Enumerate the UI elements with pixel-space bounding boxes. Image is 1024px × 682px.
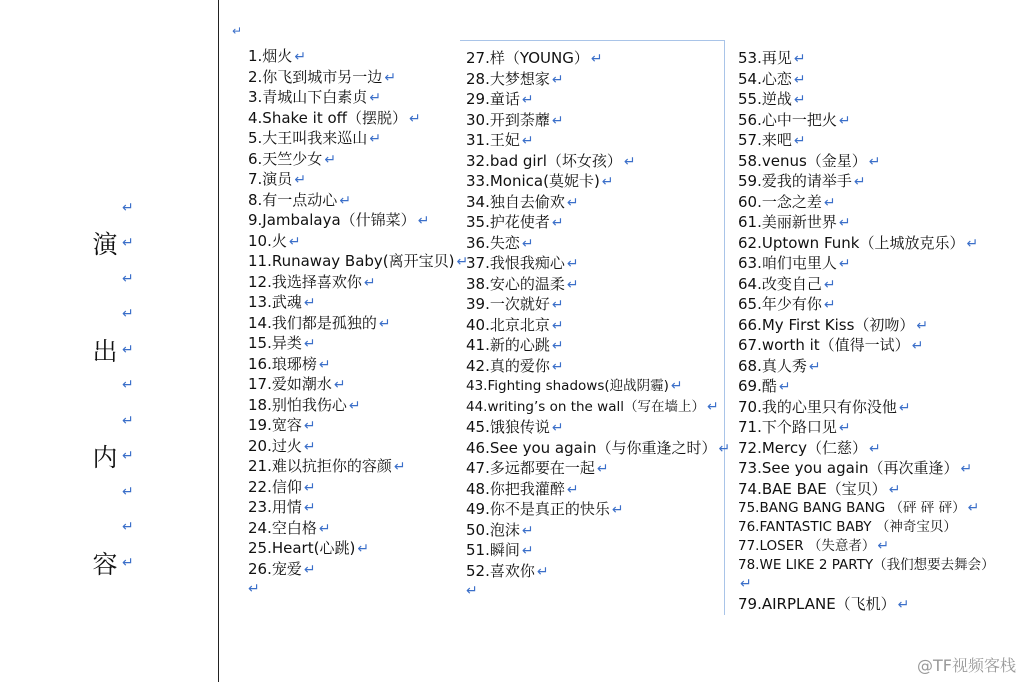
song-title: 45.饿狼传说 <box>466 418 550 436</box>
song-item <box>738 212 1008 233</box>
song-item <box>466 335 724 356</box>
song-item <box>466 89 724 110</box>
song-item <box>738 458 1008 479</box>
song-item <box>248 313 458 334</box>
song-item <box>466 315 724 336</box>
song-title: 15.异类 <box>248 334 302 352</box>
paragraph-mark: ↵ <box>303 479 316 496</box>
paragraph-mark: ↵ <box>357 541 370 557</box>
song-item <box>248 292 458 313</box>
paragraph-mark: ↵ <box>551 317 564 334</box>
song-title: 21.难以抗拒你的容颜 <box>248 457 392 475</box>
side-title: ↵ 演 ↵ ↵ ↵ 出 ↵ ↵ ↵ 内 ↵ ↵ ↵ 容 ↵ <box>90 190 150 581</box>
paragraph-mark: ↵ <box>838 112 851 129</box>
paragraph-mark: ↵ <box>521 92 534 108</box>
paragraph-mark: ↵ <box>521 522 534 539</box>
song-item <box>738 294 1008 315</box>
paragraph-mark: ↵ <box>793 71 806 88</box>
song-item <box>738 518 1008 556</box>
song-item <box>248 231 458 252</box>
song-item <box>738 151 1008 172</box>
song-item <box>248 149 458 170</box>
song-title: 76.FANTASTIC BABY （神奇宝贝）77.LOSER （失意者） <box>738 519 957 554</box>
paragraph-mark: ↵ <box>793 51 806 67</box>
paragraph-mark: ↵ <box>601 174 614 190</box>
song-item <box>466 397 724 418</box>
song-item <box>738 274 1008 295</box>
paragraph-mark: ↵ <box>521 133 534 149</box>
paragraph-mark: ↵ <box>369 131 382 147</box>
side-char: 内 <box>92 443 118 473</box>
paragraph-mark: ↵ <box>793 133 806 149</box>
song-title: 8.有一点动心 <box>248 190 338 209</box>
paragraph-mark: ↵ <box>339 192 352 209</box>
paragraph-mark: ↵ <box>417 213 430 229</box>
song-title: 41.新的心跳 <box>466 336 550 354</box>
song-title: 58.venus（金星） <box>738 151 867 170</box>
side-char: 演 <box>92 230 118 260</box>
paragraph-mark: ↵ <box>706 398 719 415</box>
song-title: 13.武魂 <box>248 293 302 311</box>
song-title: 62.Uptown Funk（上城放克乐） <box>738 233 965 252</box>
song-column-3 <box>738 48 1008 615</box>
song-title: 17.爱如潮水 <box>248 375 332 393</box>
song-title: 54.心恋 <box>738 69 792 88</box>
song-title: 2.你飞到城市另一边 <box>248 67 383 86</box>
song-item <box>248 477 458 498</box>
song-item <box>248 272 458 293</box>
paragraph-mark: ↵ <box>916 317 929 334</box>
song-title: 44.writing’s on the wall（写在墙上） <box>466 398 705 415</box>
paragraph-mark: ↵ <box>966 235 979 252</box>
paragraph-mark: ↵ <box>378 315 391 332</box>
song-title: 70.我的心里只有你没他 <box>738 397 897 416</box>
paragraph-mark: ↵ <box>294 49 307 65</box>
song-title: 28.大梦想家 <box>466 69 550 88</box>
song-item <box>466 48 724 69</box>
vertical-divider <box>218 0 219 682</box>
paragraph-mark: ↵ <box>318 520 331 537</box>
song-item <box>466 151 724 172</box>
song-title: 66.My First Kiss（初吻） <box>738 315 915 334</box>
song-title: 6.天竺少女 <box>248 149 323 168</box>
song-item <box>738 397 1008 418</box>
song-title: 22.信仰 <box>248 477 302 496</box>
paragraph-mark: ↵ <box>566 256 579 272</box>
paragraph-mark: ↵ <box>897 597 910 613</box>
song-title: 55.逆战 <box>738 90 792 108</box>
song-title: 31.王妃 <box>466 131 520 149</box>
paragraph-mark: ↵ <box>566 276 579 293</box>
song-item <box>248 108 458 129</box>
paragraph-mark: ↵ <box>122 199 134 216</box>
song-item <box>738 48 1008 69</box>
song-item <box>248 374 458 395</box>
song-item <box>248 251 469 272</box>
paragraph-mark: ↵ <box>318 356 331 373</box>
paragraph-mark: ↵ <box>853 174 866 190</box>
song-item <box>466 376 724 397</box>
song-title: 51.瞬间 <box>466 541 520 559</box>
song-title: 34.独自去偷欢 <box>466 192 565 211</box>
song-title: 52.喜欢你 <box>466 561 535 580</box>
song-title: 49.你不是真正的快乐 <box>466 500 610 518</box>
song-item <box>738 315 1008 336</box>
song-title: 36.失恋 <box>466 233 520 252</box>
paragraph-mark: ↵ <box>303 500 316 516</box>
song-item <box>248 456 458 477</box>
song-item <box>738 110 1008 131</box>
song-item <box>738 356 1008 377</box>
song-item <box>248 46 458 67</box>
song-item <box>738 233 1008 254</box>
paragraph-mark: ↵ <box>551 112 564 129</box>
song-title: 69.酷 <box>738 377 777 395</box>
song-item <box>738 438 1008 459</box>
song-title: 32.bad girl（坏女孩） <box>466 151 622 170</box>
song-title: 30.开到荼蘼 <box>466 110 550 129</box>
song-title: 43.Fighting shadows(迎战阴霾) <box>466 378 669 394</box>
song-item <box>738 556 1008 594</box>
song-item <box>738 192 1008 213</box>
song-title: 67.worth it（值得一试） <box>738 336 910 354</box>
song-item <box>248 190 458 211</box>
paragraph-mark: ↵ <box>888 481 901 498</box>
paragraph-mark: ↵ <box>551 71 564 88</box>
song-title: 26.宠爱 <box>248 559 302 578</box>
paragraph-mark: ↵ <box>590 51 603 67</box>
paragraph-mark: ↵ <box>967 500 980 516</box>
song-title: 9.Jambalaya（什锦菜） <box>248 211 416 229</box>
song-item <box>248 354 458 375</box>
song-title: 68.真人秀 <box>738 356 807 375</box>
song-title: 14.我们都是孤独的 <box>248 313 377 332</box>
song-title: 23.用情 <box>248 498 302 516</box>
song-item <box>466 479 724 500</box>
song-column-2 <box>466 48 731 599</box>
song-item <box>466 417 724 438</box>
paragraph-mark: ↵ <box>551 215 564 231</box>
paragraph-mark: ↵ <box>808 358 821 375</box>
song-title: 1.烟火 <box>248 47 293 65</box>
song-title: 38.安心的温柔 <box>466 274 565 293</box>
song-title: 42.真的爱你 <box>466 356 550 375</box>
song-title: 11.Runaway Baby(离开宝贝) <box>248 252 455 270</box>
song-title: 79.AIRPLANE（飞机） <box>738 595 896 613</box>
paragraph-mark: ↵ <box>670 378 683 394</box>
paragraph-mark: ↵ <box>303 418 316 434</box>
song-item <box>248 538 458 559</box>
song-item <box>248 497 458 518</box>
song-item <box>466 212 724 233</box>
paragraph-mark: ↵ <box>778 379 791 395</box>
paragraph-mark: ↵ <box>566 481 579 498</box>
paragraph-mark: ↵ <box>303 336 316 352</box>
song-title: 4.Shake it off（摆脱） <box>248 108 408 127</box>
song-title: 50.泡沫 <box>466 520 520 539</box>
paragraph-mark: ↵ <box>348 397 361 414</box>
song-item <box>466 499 724 520</box>
song-title: 25.Heart(心跳) <box>248 539 356 557</box>
song-title: 72.Mercy（仁慈） <box>738 438 867 457</box>
paragraph-mark: ↵ <box>877 538 890 554</box>
paragraph-mark: ↵ <box>521 543 534 559</box>
song-title: 63.咱们屯里人 <box>738 254 837 272</box>
watermark: @TF视频客栈 <box>917 656 1016 675</box>
song-item <box>466 294 724 315</box>
song-item <box>738 89 1008 110</box>
song-item <box>466 253 724 274</box>
paragraph-mark: ↵ <box>838 420 851 436</box>
song-title: 7.演员 <box>248 170 293 188</box>
song-title: 16.琅琊榜 <box>248 354 317 373</box>
song-item <box>738 417 1008 438</box>
paragraph-mark: ↵ <box>409 110 421 127</box>
song-title: 24.空白格 <box>248 518 317 537</box>
song-title: 74.BAE BAE（宝贝） <box>738 479 887 498</box>
song-item <box>248 333 458 354</box>
song-item <box>466 561 724 582</box>
paragraph-mark: ↵ <box>456 254 469 270</box>
song-item <box>466 438 731 459</box>
paragraph-mark: ↵ <box>466 583 478 599</box>
song-title: 10.火 <box>248 231 287 250</box>
song-title: 35.护花使者 <box>466 213 550 231</box>
song-item <box>738 376 1008 397</box>
paragraph-mark: ↵ <box>393 459 406 475</box>
paragraph-mark: ↵ <box>611 502 624 518</box>
side-char: 容 <box>92 549 118 579</box>
paragraph-mark: ↵ <box>838 256 851 272</box>
song-item <box>466 69 724 90</box>
song-item <box>248 169 458 190</box>
paragraph-mark: ↵ <box>551 297 564 313</box>
paragraph-mark: ↵ <box>232 24 243 38</box>
paragraph-mark: ↵ <box>551 338 564 354</box>
song-item <box>466 520 724 541</box>
song-item <box>248 87 458 108</box>
paragraph-mark: ↵ <box>551 358 564 375</box>
song-title: 19.宽容 <box>248 416 302 434</box>
paragraph-mark: ↵ <box>623 153 636 170</box>
song-item <box>466 110 724 131</box>
paragraph-mark: ↵ <box>536 563 549 580</box>
song-title: 5.大王叫我来巡山 <box>248 129 368 147</box>
song-title: 75.BANG BANG BANG （砰 砰 砰） <box>738 500 966 516</box>
song-title: 46.See you again（与你重逢之时） <box>466 438 717 457</box>
song-title: 37.我恨我痴心 <box>466 254 565 272</box>
paragraph-mark: ↵ <box>718 440 731 457</box>
side-char: 出 <box>92 336 118 366</box>
song-item <box>248 518 458 539</box>
song-title: 73.See you again（再次重逢） <box>738 459 959 477</box>
song-title: 65.年少有你 <box>738 295 822 313</box>
paragraph-mark: ↵ <box>303 438 316 455</box>
song-title: 3.青城山下白素贞 <box>248 88 368 106</box>
song-title: 57.来吧 <box>738 131 792 149</box>
song-title: 71.下个路口见 <box>738 418 837 436</box>
song-title: 60.一念之差 <box>738 192 822 211</box>
song-title: 47.多远都要在一起 <box>466 459 595 477</box>
song-item <box>466 130 724 151</box>
song-item <box>248 395 458 416</box>
song-title: 12.我选择喜欢你 <box>248 272 362 291</box>
paragraph-mark: ↵ <box>869 440 881 457</box>
paragraph-mark: ↵ <box>369 90 382 106</box>
song-title: 61.美丽新世界 <box>738 213 837 231</box>
song-item <box>466 540 724 561</box>
paragraph-mark: ↵ <box>823 276 836 293</box>
song-item <box>738 594 1008 615</box>
song-title: 59.爱我的请举手 <box>738 172 852 190</box>
song-title: 18.别怕我伤心 <box>248 395 347 414</box>
song-item <box>738 499 1008 518</box>
song-item <box>248 415 458 436</box>
song-item <box>738 69 1008 90</box>
paragraph-mark: ↵ <box>740 576 752 592</box>
song-title: 48.你把我灌醉 <box>466 479 565 498</box>
song-title: 29.童话 <box>466 90 520 108</box>
song-item <box>248 210 458 231</box>
song-item <box>248 67 458 88</box>
paragraph-mark: ↵ <box>248 581 260 597</box>
song-title: 53.再见 <box>738 49 792 67</box>
song-title: 78.WE LIKE 2 PARTY（我们想要去舞会） <box>738 557 995 573</box>
paragraph-mark: ↵ <box>333 377 346 393</box>
paragraph-mark: ↵ <box>868 153 881 170</box>
paragraph-mark: ↵ <box>303 561 316 578</box>
song-item <box>466 233 724 254</box>
paragraph-mark: ↵ <box>960 461 973 477</box>
paragraph-mark: ↵ <box>823 297 836 313</box>
song-item <box>466 274 724 295</box>
paragraph-mark: ↵ <box>911 338 924 354</box>
song-item <box>738 171 1008 192</box>
paragraph-mark: ↵ <box>521 235 534 252</box>
song-title: 33.Monica(莫妮卡) <box>466 172 600 190</box>
paragraph-mark: ↵ <box>324 151 337 168</box>
paragraph-mark: ↵ <box>838 215 851 231</box>
paragraph-mark: ↵ <box>294 172 307 188</box>
paragraph-mark: ↵ <box>898 399 911 416</box>
song-title: 56.心中一把火 <box>738 110 837 129</box>
song-title: 27.样（YOUNG） <box>466 49 589 67</box>
paragraph-mark: ↵ <box>384 69 397 86</box>
paragraph-mark: ↵ <box>596 461 609 477</box>
song-title: 20.过火 <box>248 436 302 455</box>
song-item <box>738 335 1008 356</box>
paragraph-mark: ↵ <box>288 233 301 250</box>
song-item <box>248 436 458 457</box>
song-title: 39.一次就好 <box>466 295 550 313</box>
song-item <box>738 479 1008 500</box>
song-item <box>466 192 724 213</box>
paragraph-mark: ↵ <box>566 194 579 211</box>
paragraph-mark: ↵ <box>303 295 316 311</box>
song-title: 64.改变自己 <box>738 274 822 293</box>
paragraph-mark: ↵ <box>823 194 836 211</box>
song-column-1 <box>248 46 469 597</box>
song-title: 40.北京北京 <box>466 315 550 334</box>
paragraph-mark: ↵ <box>551 420 564 436</box>
paragraph-mark: ↵ <box>793 92 806 108</box>
song-item <box>466 356 724 377</box>
song-item <box>466 458 724 479</box>
paragraph-mark: ↵ <box>363 274 376 291</box>
song-item <box>248 128 458 149</box>
song-item <box>738 253 1008 274</box>
song-item <box>738 130 1008 151</box>
song-item <box>248 559 458 580</box>
song-item <box>466 171 724 192</box>
